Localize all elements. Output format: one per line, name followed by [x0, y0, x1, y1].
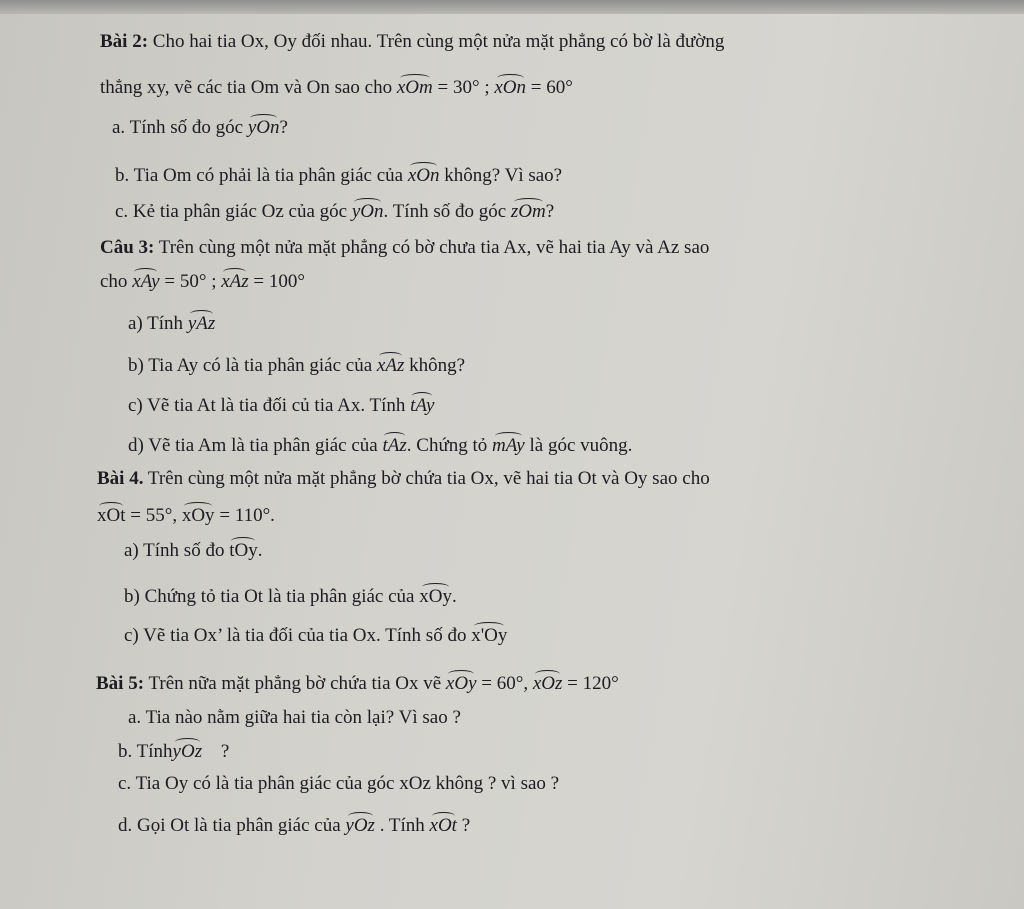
cau3-b-end: không? — [409, 355, 466, 376]
angle-yOz-5d: yOz — [345, 812, 375, 835]
angle-x-prime-Oy: x'Oy — [471, 622, 507, 645]
bai4-line2 — [97, 502, 275, 528]
angle-yOn-c: yOn — [352, 198, 384, 221]
bai4-b-text: b) Chứng tỏ tia Ot là tia phân giác của — [124, 586, 415, 607]
bai5-line1 — [96, 670, 619, 696]
bai5-d-end: ? — [461, 815, 471, 836]
cau3-eq2: = 100° — [253, 271, 305, 292]
bai4-a-end: . — [257, 540, 263, 561]
bai4-line1 — [97, 467, 710, 491]
angle-tAy: tAy — [410, 392, 434, 415]
bai2-line1 — [100, 30, 724, 54]
bai4-b-end: . — [451, 586, 457, 607]
cau3-statement-2: cho — [100, 271, 128, 292]
bai4-part-a — [124, 537, 262, 563]
cau3-heading: Câu 3: — [100, 237, 155, 258]
angle-xOy-b: xOy — [419, 583, 452, 606]
cau3-d-text: d) Vẽ tia Am là tia phân giác của — [128, 435, 378, 456]
cau3-part-a — [128, 310, 215, 336]
cau3-a-text: a) Tính — [128, 313, 184, 334]
bai4-eq1: = 55°, — [130, 505, 178, 526]
cau3-part-b — [128, 352, 465, 378]
bai2-statement-2: thẳng xy, vẽ các tia Om và On sao cho — [100, 77, 393, 98]
cau3-eq1: = 50° — [164, 271, 207, 292]
bai2-eq2: = 60° — [530, 77, 573, 98]
angle-yOn: yOn — [248, 114, 280, 137]
angle-tAz: tAz — [382, 432, 406, 455]
angle-xOm: xOm — [397, 74, 433, 97]
bai2-c-end: ? — [545, 201, 555, 222]
bai4-c-text: c) Vẽ tia Ox’ là tia đối của tia Ox. Tính số đo — [124, 625, 467, 646]
bai5-part-d — [118, 812, 470, 838]
bai2-a-text: a. Tính số đo góc — [112, 117, 244, 138]
bai2-statement-1: Cho hai tia Ox, Oy đối nhau. Trên cùng một nửa mặt phẳng có bờ là đường — [152, 31, 725, 52]
angle-tOy: tOy — [229, 537, 258, 560]
bai5-heading: Bài 5: — [96, 673, 145, 694]
bai5-a-text: a. Tia nào nằm giữa hai tia còn lại? Vì sao ? — [128, 707, 461, 728]
angle-zOm: zOm — [511, 198, 546, 221]
bai4-part-b — [124, 583, 457, 609]
bai2-eq1: = 30° — [437, 77, 480, 98]
bai2-b-end: không? Vì sao? — [444, 165, 563, 186]
cau3-sep: ; — [211, 271, 217, 292]
cau3-d-end: là góc vuông. — [529, 435, 633, 456]
cau3-line2 — [100, 268, 305, 294]
angle-xOt-5: xOt — [430, 812, 457, 835]
bai5-d-mid: . Tính — [379, 815, 425, 836]
bai5-d-text: d. Gọi Ot là tia phân giác của — [118, 815, 341, 836]
bai5-part-a — [128, 706, 461, 730]
cau3-b-text: b) Tia Ay có là tia phân giác của — [128, 355, 373, 376]
cau3-c-text: c) Vẽ tia At là tia đối củ tia Ax. Tính — [128, 395, 406, 416]
bai2-sep: ; — [484, 77, 490, 98]
bai5-part-c — [118, 772, 559, 796]
bai4-heading: Bài 4. — [97, 468, 144, 489]
angle-mAy: mAy — [492, 432, 525, 455]
bai4-a-text: a) Tính số đo — [124, 540, 225, 561]
angle-xAy: xAy — [132, 268, 159, 291]
bai2-c-mid: . Tính số đo góc — [383, 201, 507, 222]
cau3-d-mid: . Chứng tỏ — [406, 435, 488, 456]
angle-xOn: xOn — [494, 74, 526, 97]
bai2-part-b — [115, 162, 562, 188]
bai2-heading: Bài 2: — [100, 31, 149, 52]
angle-yOz-5: yOz — [173, 738, 203, 761]
bai5-statement-1: Trên nữa mặt phẳng bờ chứa tia Ox vẽ — [148, 673, 442, 694]
cau3-part-d — [128, 432, 632, 458]
bai2-part-c — [115, 198, 554, 224]
angle-xOt: xOt — [97, 502, 126, 525]
cau3-line1 — [100, 236, 709, 260]
angle-xOy-5: xOy — [446, 670, 477, 693]
angle-xAz: xAz — [221, 268, 248, 291]
angle-yAz: yAz — [188, 310, 215, 333]
bai2-b-text: b. Tia Om có phải là tia phân giác của — [115, 165, 404, 186]
angle-xOy: xOy — [182, 502, 215, 525]
cau3-part-c — [128, 392, 434, 418]
angle-xAz-b: xAz — [377, 352, 404, 375]
bai5-eq2: = 120° — [567, 673, 619, 694]
bai2-line2 — [100, 74, 573, 100]
bai2-part-a — [112, 114, 288, 140]
photo-top-edge — [0, 0, 1024, 14]
angle-xOn-b: xOn — [408, 162, 440, 185]
bai2-a-end: ? — [279, 117, 288, 138]
bai5-eq1: = 60°, — [481, 673, 529, 694]
bai5-part-b — [118, 738, 229, 764]
cau3-statement-1: Trên cùng một nửa mặt phẳng có bờ chưa tia Ax, vẽ hai tia Ay và Az sao — [158, 237, 710, 258]
angle-xOz-5: xOz — [533, 670, 563, 693]
bai5-b-text: b. Tính — [118, 741, 173, 762]
bai5-b-end: ? — [220, 741, 230, 762]
bai2-c-text: c. Kẻ tia phân giác Oz của góc — [115, 201, 348, 222]
bai5-c-text: c. Tia Oy có là tia phân giác của góc xOz không ? vì sao ? — [118, 773, 560, 794]
bai4-statement-1: Trên cùng một nửa mặt phẳng bờ chứa tia Ox, vẽ hai tia Ot và Oy sao cho — [147, 468, 710, 489]
bai4-part-c — [124, 622, 507, 648]
bai4-eq2: = 110°. — [219, 505, 275, 526]
